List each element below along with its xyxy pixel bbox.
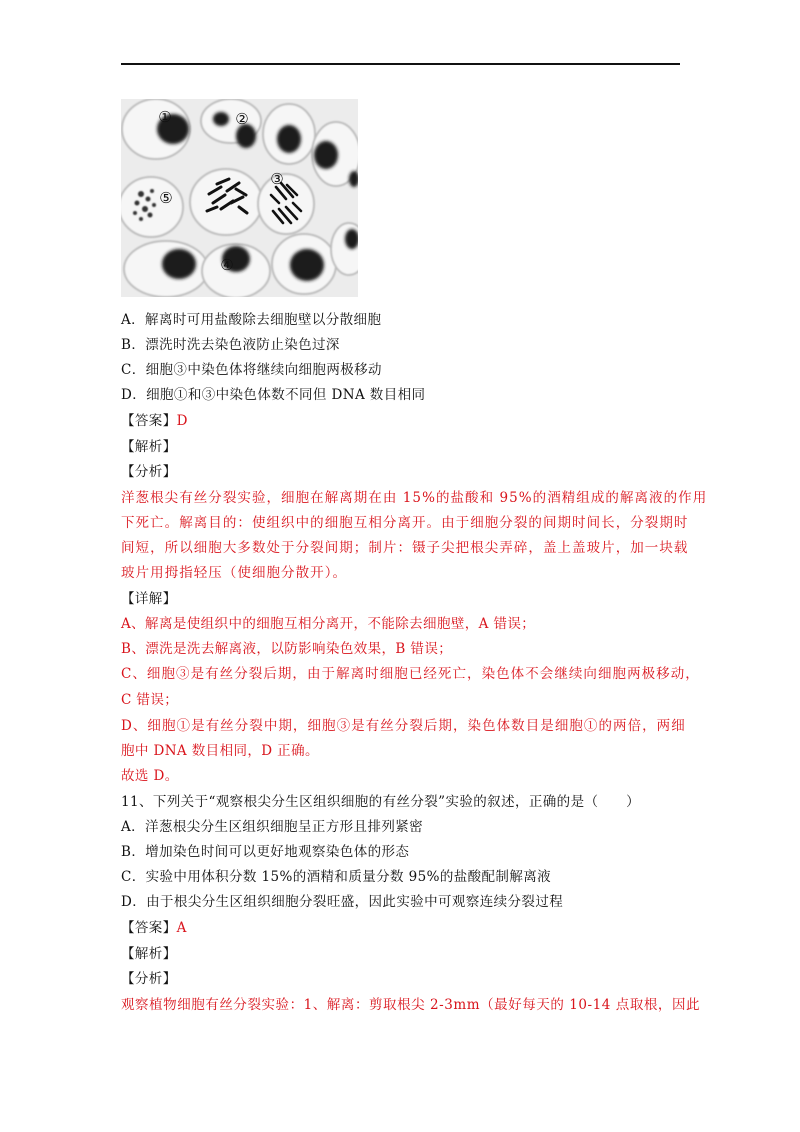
analysis-subheading: 【分析】 xyxy=(121,464,177,480)
analysis-text-1: 洋葱根尖有丝分裂实验，细胞在解离期在由 15%的盐酸和 95%的酒精组成的解离液的作用 xyxy=(121,490,708,506)
q11-answer-value: A xyxy=(176,920,187,936)
q11-analysis-text-1: 观察植物细胞有丝分裂实验：1、解离：剪取根尖 2-3mm（最好每天的 10-14 点取根，因此 xyxy=(121,997,701,1013)
option-b: B．漂洗时洗去染色液防止染色过深 xyxy=(121,337,340,353)
analysis-text-2: 下死亡。解离目的：使组织中的细胞互相分离开。由于细胞分裂的间期时间长，分裂期时 xyxy=(121,515,689,531)
detail-d-2: 胞中 DNA 数目相同，D 正确。 xyxy=(121,743,319,759)
micrograph-figure xyxy=(121,99,358,297)
cell-label-3: ③ xyxy=(270,170,284,188)
option-c: C．细胞③中染色体将继续向细胞两极移动 xyxy=(121,362,382,378)
option-a: A．解离时可用盐酸除去细胞壁以分散细胞 xyxy=(121,312,382,328)
detail-a: A、解离是使组织中的细胞互相分离开，不能除去细胞壁，A 错误； xyxy=(121,616,536,632)
answer-line xyxy=(121,411,188,431)
q11-option-a: A．洋葱根尖分生区组织细胞呈正方形且排列紧密 xyxy=(121,819,424,835)
option-d: D．细胞①和③中染色体数不同但 DNA 数目相同 xyxy=(121,387,426,403)
question-11: 11、下列关于“观察根尖分生区组织细胞的有丝分裂”实验的叙述，正确的是（ ） xyxy=(121,794,641,810)
detail-b: B、漂洗是洗去解离液，以防影响染色效果，B 错误； xyxy=(121,641,453,657)
conclusion: 故选 D。 xyxy=(121,768,179,784)
q11-analysis-heading: 【解析】 xyxy=(121,946,177,962)
cell-label-2: ② xyxy=(235,110,249,128)
answer-label: 【答案】 xyxy=(121,413,177,429)
detail-heading: 【详解】 xyxy=(121,591,177,607)
cell-label-1: ① xyxy=(158,108,172,126)
q11-option-d: D．由于根尖分生区组织细胞分裂旺盛，因此实验中可观察连续分裂过程 xyxy=(121,894,564,910)
header-rule xyxy=(121,63,680,65)
detail-c-2: C 错误； xyxy=(121,692,179,708)
analysis-heading: 【解析】 xyxy=(121,439,177,455)
detail-c-1: C、细胞③是有丝分裂后期，由于解离时细胞已经死亡，染色体不会继续向细胞两极移动， xyxy=(121,666,700,682)
analysis-text-4: 玻片用拇指轻压（使细胞分散开）。 xyxy=(121,565,348,581)
analysis-text-3: 间短，所以细胞大多数处于分裂间期；制片：镊子尖把根尖弄碎，盖上盖玻片，加一块载 xyxy=(121,540,689,556)
q11-answer-label: 【答案】 xyxy=(121,920,177,936)
answer-value: D xyxy=(176,413,188,429)
q11-answer-line xyxy=(121,918,187,938)
q11-option-b: B．增加染色时间可以更好地观察染色体的形态 xyxy=(121,844,410,860)
detail-d-1: D、细胞①是有丝分裂中期，细胞③是有丝分裂后期，染色体数目是细胞①的两倍，两细 xyxy=(121,718,686,734)
q11-option-c: C．实验中用体积分数 15%的酒精和质量分数 95%的盐酸配制解离液 xyxy=(121,869,552,885)
cell-label-5: ⑤ xyxy=(159,189,173,207)
q11-analysis-subheading: 【分析】 xyxy=(121,971,177,987)
cell-label-4: ④ xyxy=(220,256,234,274)
